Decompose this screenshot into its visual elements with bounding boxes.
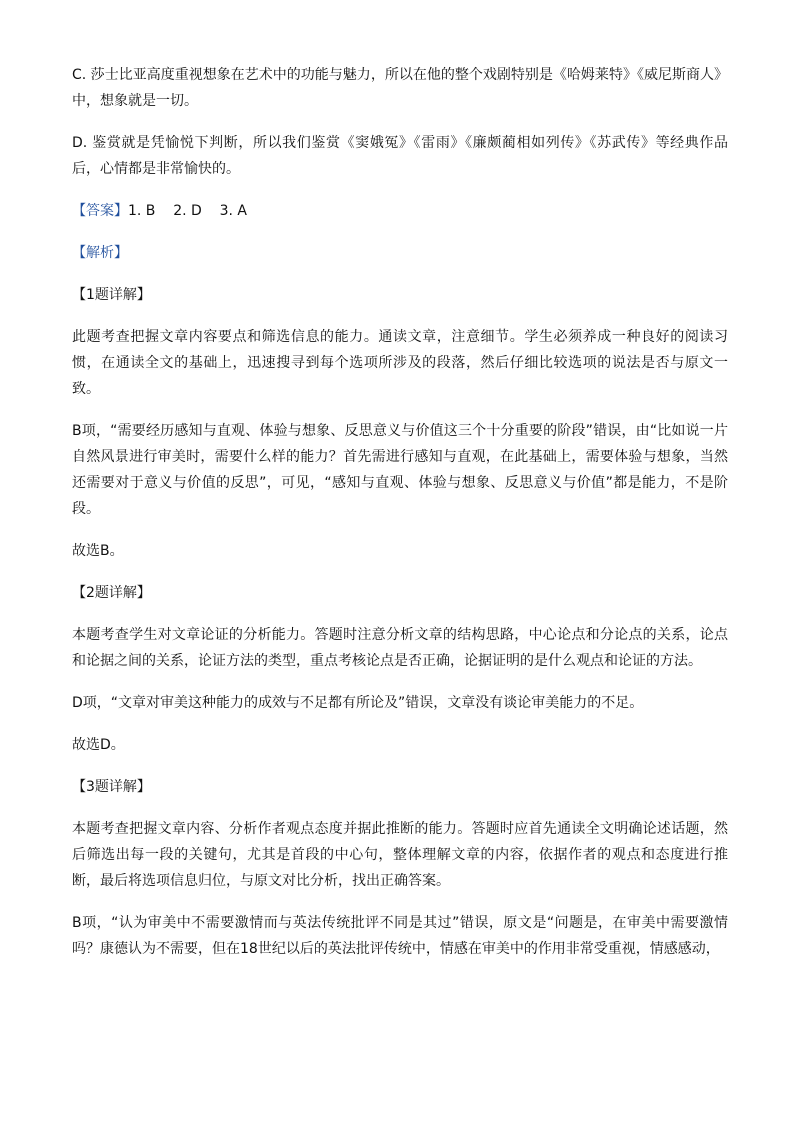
option-c-text: C. 莎士比亚高度重视想象在艺术中的功能与魅力，所以在他的整个戏剧特别是《哈姆莱特》《威尼斯商人》中，想象就是一切。 (72, 67, 728, 109)
q2-heading: 【2题详解】 (72, 585, 151, 601)
q2-explanation: 本题考查学生对文章论证的分析能力。答题时注意分析文章的结构思路，中心论点和分论点的关系，论点和论据之间的关系，论证方法的类型，重点考核论点是否正确，论据证明的是什么观点和论证的方法。 (72, 627, 728, 669)
q1-conclusion: 故选B。 (72, 543, 124, 559)
q3-heading: 【3题详解】 (72, 779, 151, 795)
q1-option-b-analysis: B项，“需要经历感知与直观、体验与想象、反思意义与价值这三个十分重要的阶段”错误，由“比如说一片自然风景进行审美时，需要什么样的能力？首先需进行感知与直观，在此基础上，需要体验与想象，当然还需要对于意义与价值的反思”，可见，“感知与直观、体验与想象、反思意义与价值”都是能力，不是阶段。 (72, 423, 728, 517)
q3-option-b-analysis: B项，“认为审美中不需要激情而与英法传统批评不同是其过”错误，原文是“问题是，在审美中需要激情吗？康德认为不需要，但在18世纪以后的英法批评传统中，情感在审美中的作用非常受重视，情感感动， (72, 915, 728, 957)
q2-option-d-analysis: D项，“文章对审美这种能力的成效与不足都有所论及”错误，文章没有谈论审美能力的不足。 (72, 695, 644, 711)
q1-explanation: 此题考查把握文章内容要点和筛选信息的能力。通读文章，注意细节。学生必须养成一种良好的阅读习惯，在通读全文的基础上，迅速搜寻到每个选项所涉及的段落，然后仔细比较选项的说法是否与原文一致。 (72, 329, 728, 397)
analysis-heading (72, 240, 728, 266)
analysis-tag: 【解析】 (72, 245, 128, 261)
answer-tag: 【答案】 (72, 203, 128, 219)
answer-line (72, 198, 728, 224)
q2-conclusion: 故选D。 (72, 737, 125, 753)
q1-heading: 【1题详解】 (72, 287, 151, 303)
q3-explanation: 本题考查把握文章内容、分析作者观点态度并据此推断的能力。答题时应首先通读全文明确论述话题，然后筛选出每一段的关键句，尤其是首段的中心句，整体理解文章的内容，依据作者的观点和态度进行推断，最后将选项信息归位，与原文对比分析，找出正确答案。 (72, 821, 728, 889)
answer-text: 1. B 2. D 3. A (128, 203, 247, 219)
option-d-text: D. 鉴赏就是凭愉悦下判断，所以我们鉴赏《窦娥冤》《雷雨》《廉颇蔺相如列传》《苏武传》等经典作品后，心情都是非常愉快的。 (72, 135, 728, 177)
document-page (72, 62, 728, 978)
